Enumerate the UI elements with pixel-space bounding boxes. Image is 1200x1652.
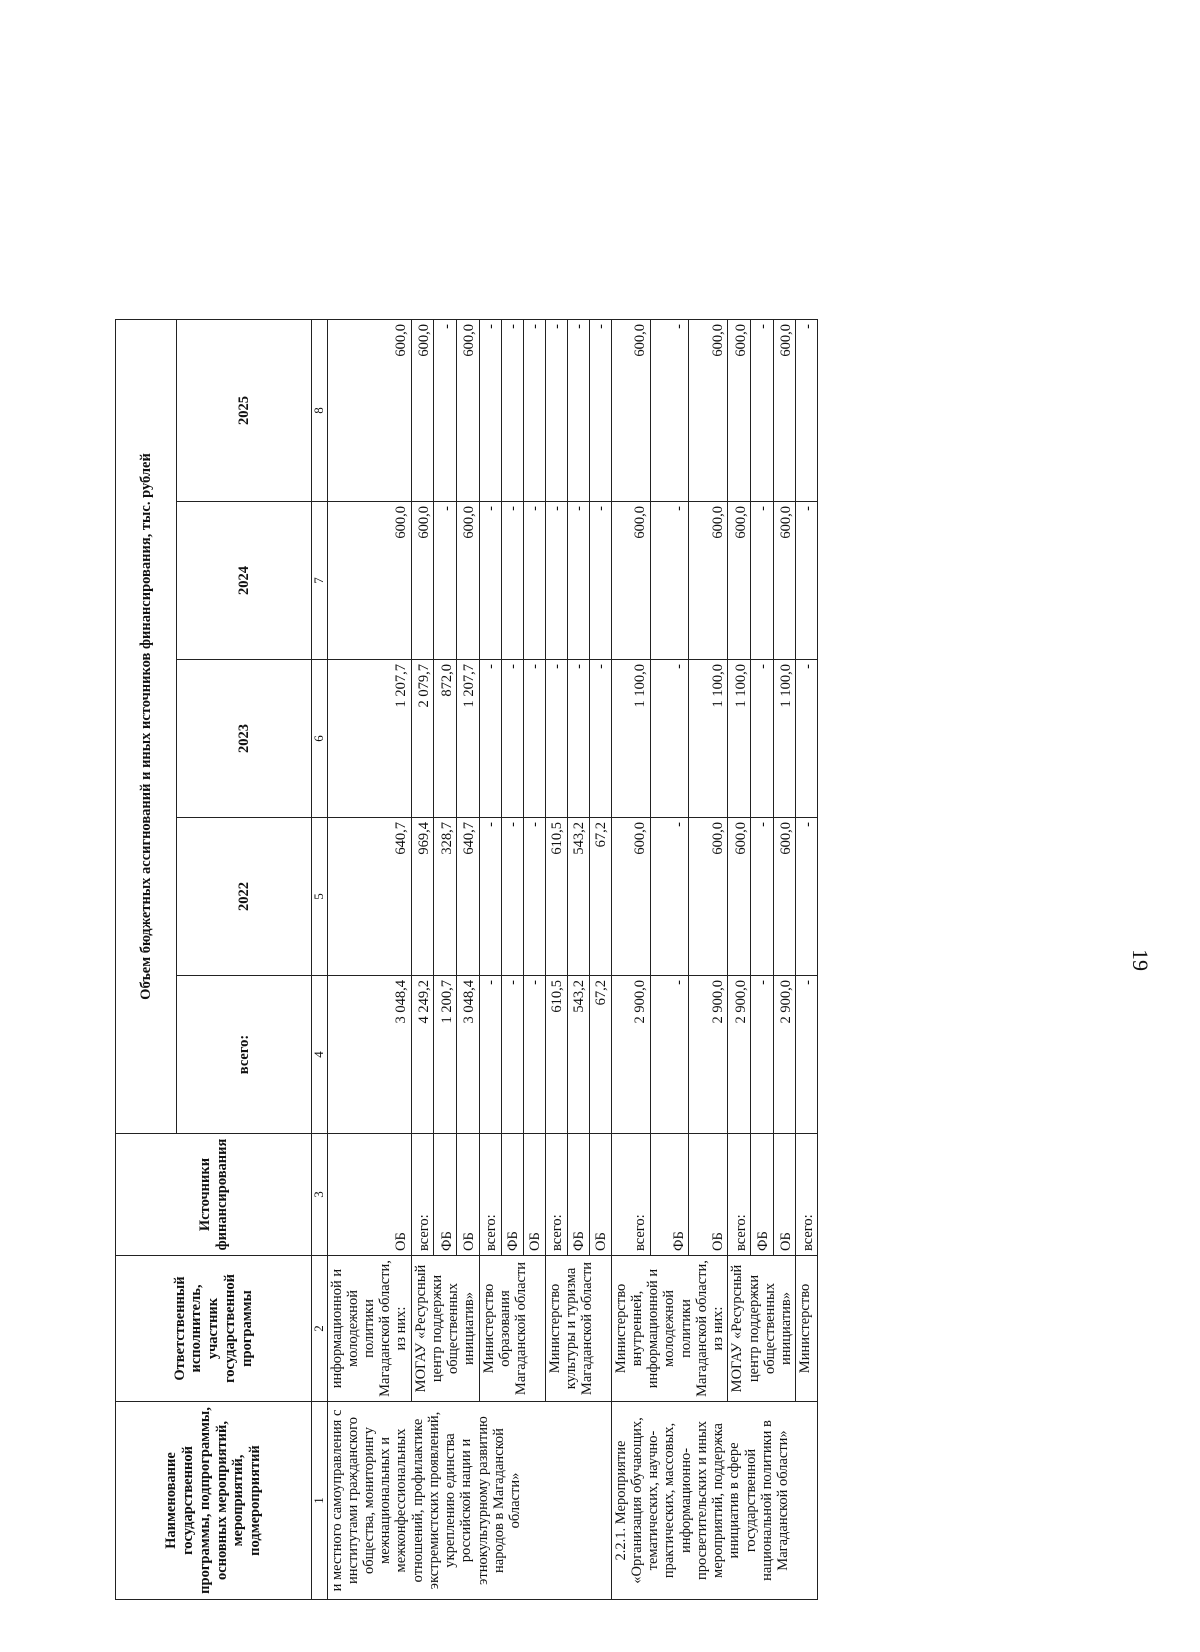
executor-cell: МОГАУ «Ресурсный центр поддержки общественных инициатив» bbox=[411, 1256, 479, 1402]
executor-cell: Министерство образования Магаданской области bbox=[479, 1256, 545, 1402]
source-cell: ОБ bbox=[773, 1134, 796, 1256]
value-2022: 67,2 bbox=[589, 818, 611, 976]
value-2022: 600,0 bbox=[773, 818, 796, 976]
total-cell: - bbox=[796, 976, 818, 1134]
value-2025: - bbox=[567, 320, 589, 502]
source-cell: ОБ bbox=[589, 1134, 611, 1256]
value-2023: - bbox=[501, 660, 523, 818]
total-cell: 543,2 bbox=[567, 976, 589, 1134]
value-2023: 2 079,7 bbox=[411, 660, 434, 818]
value-2025: - bbox=[479, 320, 501, 502]
table-body bbox=[327, 320, 818, 1600]
value-2024: - bbox=[796, 502, 818, 660]
value-2024: - bbox=[545, 502, 567, 660]
source-cell: всего: bbox=[611, 1134, 650, 1256]
value-2022: - bbox=[523, 818, 545, 976]
executor-cell: информационной и молодежной политики Магаданской области, из них: bbox=[327, 1256, 411, 1402]
executor-cell: МОГАУ «Ресурсный центр поддержки общественных инициатив» bbox=[728, 1256, 796, 1402]
value-2023: 1 207,7 bbox=[457, 660, 480, 818]
total-cell: - bbox=[501, 976, 523, 1134]
value-2023: - bbox=[545, 660, 567, 818]
value-2023: - bbox=[650, 660, 689, 818]
value-2022: 600,0 bbox=[728, 818, 751, 976]
measure-name: и местного самоуправления с институтами гражданского общества, мониторингу межнациональных и межконфессиональных отношений, профилактике экстремистских проявлений, укреплению единства российской нации и этнокультурному развитию народов в Магаданской области» bbox=[327, 1402, 611, 1600]
source-cell: ФБ bbox=[567, 1134, 589, 1256]
value-2022: 543,2 bbox=[567, 818, 589, 976]
source-cell: всего: bbox=[796, 1134, 818, 1256]
value-2023: 1 100,0 bbox=[689, 660, 728, 818]
value-2023: - bbox=[567, 660, 589, 818]
table-row bbox=[327, 320, 411, 1600]
total-cell: 1 200,7 bbox=[434, 976, 457, 1134]
value-2022: 600,0 bbox=[611, 818, 650, 976]
source-cell: ФБ bbox=[650, 1134, 689, 1256]
table-row bbox=[611, 320, 650, 1600]
value-2025: - bbox=[501, 320, 523, 502]
source-cell: ОБ bbox=[327, 1134, 411, 1256]
value-2023: 1 100,0 bbox=[728, 660, 751, 818]
column-index: 1 bbox=[312, 1402, 328, 1600]
value-2023: - bbox=[750, 660, 773, 818]
total-cell: - bbox=[650, 976, 689, 1134]
value-2023: 1 207,7 bbox=[327, 660, 411, 818]
value-2025: 600,0 bbox=[327, 320, 411, 502]
value-2025: - bbox=[434, 320, 457, 502]
value-2024: 600,0 bbox=[773, 502, 796, 660]
value-2022: 640,7 bbox=[327, 818, 411, 976]
col-header-total: всего: bbox=[177, 976, 312, 1134]
column-index-row bbox=[312, 320, 328, 1600]
value-2024: - bbox=[501, 502, 523, 660]
col-header-name: Наименование государственной программы, подпрограммы, основных мероприятий, мероприятий, подмероприятий bbox=[116, 1402, 312, 1600]
col-header-executor: Ответственный исполнитель, участник государственной программы bbox=[116, 1256, 312, 1402]
source-cell: ОБ bbox=[689, 1134, 728, 1256]
value-2023: - bbox=[796, 660, 818, 818]
value-2025: - bbox=[589, 320, 611, 502]
source-cell: ОБ bbox=[523, 1134, 545, 1256]
source-cell: ОБ bbox=[457, 1134, 480, 1256]
value-2022: - bbox=[650, 818, 689, 976]
value-2024: 600,0 bbox=[611, 502, 650, 660]
executor-cell: Министерство bbox=[796, 1256, 818, 1402]
value-2023: 1 100,0 bbox=[611, 660, 650, 818]
col-header-group: Объем бюджетных ассигнований и иных источников финансирования, тыс. рублей bbox=[116, 320, 177, 1134]
column-index: 2 bbox=[312, 1256, 328, 1402]
total-cell: 2 900,0 bbox=[728, 976, 751, 1134]
total-cell: 2 900,0 bbox=[773, 976, 796, 1134]
value-2023: - bbox=[523, 660, 545, 818]
value-2024: - bbox=[523, 502, 545, 660]
source-cell: ФБ bbox=[750, 1134, 773, 1256]
value-2022: 600,0 bbox=[689, 818, 728, 976]
value-2022: 969,4 bbox=[411, 818, 434, 976]
value-2024: - bbox=[434, 502, 457, 660]
executor-cell: Министерство культуры и туризма Магаданской области bbox=[545, 1256, 611, 1402]
col-header-2024: 2024 bbox=[177, 502, 312, 660]
value-2024: 600,0 bbox=[411, 502, 434, 660]
value-2022: 640,7 bbox=[457, 818, 480, 976]
executor-cell: Министерство внутренней, информационной и молодежной политики Магаданской области, из них: bbox=[611, 1256, 728, 1402]
value-2022: - bbox=[750, 818, 773, 976]
total-cell: - bbox=[523, 976, 545, 1134]
col-header-source: Источники финансирования bbox=[116, 1134, 312, 1256]
value-2025: 600,0 bbox=[773, 320, 796, 502]
value-2022: 610,5 bbox=[545, 818, 567, 976]
value-2024: - bbox=[650, 502, 689, 660]
value-2024: 600,0 bbox=[327, 502, 411, 660]
source-cell: ФБ bbox=[501, 1134, 523, 1256]
column-index: 3 bbox=[312, 1134, 328, 1256]
value-2025: - bbox=[796, 320, 818, 502]
financing-table bbox=[115, 319, 818, 1600]
value-2025: 600,0 bbox=[611, 320, 650, 502]
total-cell: - bbox=[479, 976, 501, 1134]
value-2025: 600,0 bbox=[457, 320, 480, 502]
value-2024: - bbox=[567, 502, 589, 660]
source-cell: всего: bbox=[411, 1134, 434, 1256]
value-2024: 600,0 bbox=[728, 502, 751, 660]
source-cell: всего: bbox=[545, 1134, 567, 1256]
value-2025: 600,0 bbox=[411, 320, 434, 502]
source-cell: всего: bbox=[479, 1134, 501, 1256]
page-number: 19 bbox=[1128, 949, 1153, 971]
total-cell: 4 249,2 bbox=[411, 976, 434, 1134]
measure-name: 2.2.1. Мероприятие «Организация обучающих, тематических, научно-практических, массовых, информационно-просветительских и иных мероприятий, поддержка инициатив в сфере государственной национальной политики в Магаданской области» bbox=[611, 1402, 818, 1600]
value-2024: 600,0 bbox=[689, 502, 728, 660]
column-index: 7 bbox=[312, 502, 328, 660]
total-cell: 3 048,4 bbox=[457, 976, 480, 1134]
column-index: 6 bbox=[312, 660, 328, 818]
value-2023: - bbox=[479, 660, 501, 818]
column-index: 4 bbox=[312, 976, 328, 1134]
value-2022: - bbox=[796, 818, 818, 976]
value-2024: - bbox=[750, 502, 773, 660]
col-header-2023: 2023 bbox=[177, 660, 312, 818]
source-cell: ФБ bbox=[434, 1134, 457, 1256]
value-2022: 328,7 bbox=[434, 818, 457, 976]
total-cell: 610,5 bbox=[545, 976, 567, 1134]
value-2024: - bbox=[479, 502, 501, 660]
col-header-2025: 2025 bbox=[177, 320, 312, 502]
total-cell: 2 900,0 bbox=[689, 976, 728, 1134]
column-index: 8 bbox=[312, 320, 328, 502]
col-header-2022: 2022 bbox=[177, 818, 312, 976]
value-2025: - bbox=[750, 320, 773, 502]
value-2024: - bbox=[589, 502, 611, 660]
total-cell: 67,2 bbox=[589, 976, 611, 1134]
rotated-content bbox=[115, 320, 1200, 1600]
value-2025: - bbox=[523, 320, 545, 502]
value-2025: 600,0 bbox=[728, 320, 751, 502]
total-cell: 3 048,4 bbox=[327, 976, 411, 1134]
value-2022: - bbox=[479, 818, 501, 976]
source-cell: всего: bbox=[728, 1134, 751, 1256]
value-2024: 600,0 bbox=[457, 502, 480, 660]
column-index: 5 bbox=[312, 818, 328, 976]
value-2022: - bbox=[501, 818, 523, 976]
value-2025: - bbox=[545, 320, 567, 502]
total-cell: - bbox=[750, 976, 773, 1134]
value-2023: - bbox=[589, 660, 611, 818]
value-2025: - bbox=[650, 320, 689, 502]
value-2025: 600,0 bbox=[689, 320, 728, 502]
total-cell: 2 900,0 bbox=[611, 976, 650, 1134]
value-2023: 872,0 bbox=[434, 660, 457, 818]
value-2023: 1 100,0 bbox=[773, 660, 796, 818]
